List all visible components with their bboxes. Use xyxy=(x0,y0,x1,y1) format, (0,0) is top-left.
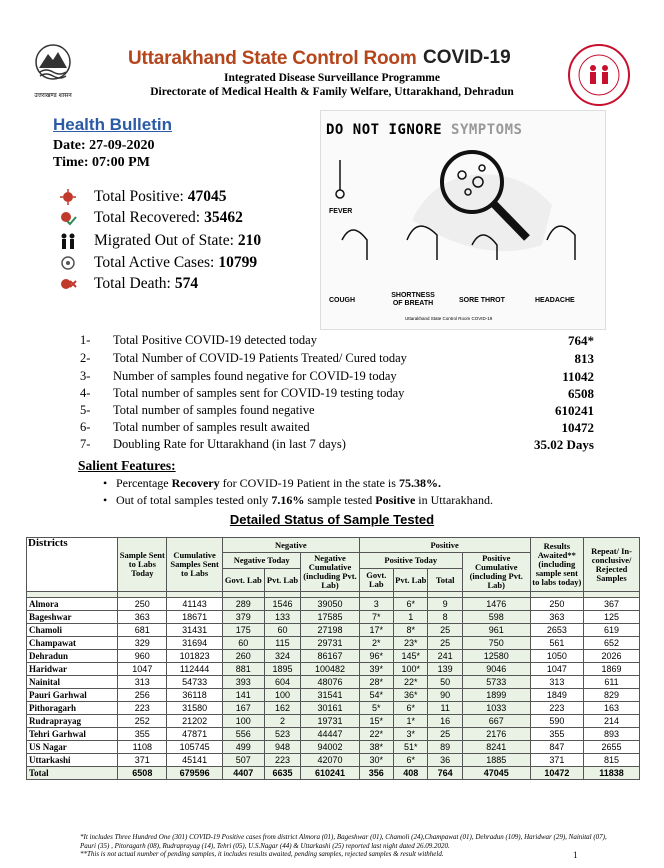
table-cell: 250 xyxy=(118,598,167,611)
summary-row-7: 7- Doubling Rate for Uttarakhand (in last 7 days) 35.02 Days xyxy=(80,437,594,452)
total-cell: 47045 xyxy=(462,767,530,780)
table-cell: 1108 xyxy=(118,741,167,754)
table-cell: 363 xyxy=(530,611,583,624)
table-cell: 30161 xyxy=(301,702,359,715)
table-cell: 31694 xyxy=(167,637,223,650)
table-cell: 8* xyxy=(394,624,428,637)
table-cell: 54733 xyxy=(167,676,223,689)
col-neg-pvt: Pvt. Lab xyxy=(264,569,301,592)
table-cell: 42070 xyxy=(301,754,359,767)
emblem-caption: उत्तराखण्ड शासन xyxy=(34,92,72,99)
summary-row-1: 1- Total Positive COVID-19 detected today 764* xyxy=(80,333,594,348)
table-row xyxy=(27,650,640,663)
table-cell: 11 xyxy=(428,702,462,715)
table-cell: 324 xyxy=(264,650,301,663)
col-pos-govt: Govt. Lab xyxy=(359,569,393,592)
table-cell: 36* xyxy=(394,689,428,702)
symptoms-heading: DO NOT IGNORE SYMPTOMS xyxy=(326,122,523,138)
stat-total-recovered: Total Recovered: 35462 xyxy=(58,209,243,227)
table-cell: 7* xyxy=(359,611,393,624)
active-icon xyxy=(58,254,80,272)
table-cell: 31541 xyxy=(301,689,359,702)
col-pos-total: Total xyxy=(428,569,462,592)
table-cell: 22* xyxy=(394,676,428,689)
table-cell: 1546 xyxy=(264,598,301,611)
table-row xyxy=(27,754,640,767)
table-cell: 145* xyxy=(394,650,428,663)
col-cumulative-sent: Cumulative Samples Sent to Labs xyxy=(167,538,223,592)
table-cell: 31580 xyxy=(167,702,223,715)
table-cell: 371 xyxy=(118,754,167,767)
table-cell: 1 xyxy=(394,611,428,624)
col-repeat: Repeat/ In-conclusive/ Rejected Samples xyxy=(584,538,640,592)
table-cell: 371 xyxy=(530,754,583,767)
table-total-row xyxy=(27,767,640,780)
salient-bullet-positivity: • Out of total samples tested only 7.16% sample tested Positive in Uttarakhand. xyxy=(116,493,493,508)
district-name: US Nagar xyxy=(27,741,118,754)
table-cell: 12580 xyxy=(462,650,530,663)
table-cell: 60 xyxy=(264,624,301,637)
table-cell: 5733 xyxy=(462,676,530,689)
table-cell: 2176 xyxy=(462,728,530,741)
table-row xyxy=(27,624,640,637)
table-cell: 1869 xyxy=(584,663,640,676)
total-cell: 4407 xyxy=(223,767,265,780)
table-cell: 590 xyxy=(530,715,583,728)
total-cell: 10472 xyxy=(530,767,583,780)
table-row xyxy=(27,702,640,715)
table-cell: 6* xyxy=(394,754,428,767)
table-cell: 36118 xyxy=(167,689,223,702)
table-cell: 961 xyxy=(462,624,530,637)
table-cell: 30* xyxy=(359,754,393,767)
table-cell: 815 xyxy=(584,754,640,767)
table-cell: 3* xyxy=(394,728,428,741)
table-cell: 9046 xyxy=(462,663,530,676)
bulletin-time: Time: 07:00 PM xyxy=(53,155,150,170)
footnotes xyxy=(80,833,620,859)
table-cell: 167 xyxy=(223,702,265,715)
covid-mark: COVID-19 xyxy=(423,47,511,68)
district-name: Dehradun xyxy=(27,650,118,663)
table-cell: 139 xyxy=(428,663,462,676)
total-cell: 610241 xyxy=(301,767,359,780)
table-cell: 141 xyxy=(223,689,265,702)
footnote-2: **This is not actual number of pending samples, it includes results awaited, pending samples, rejected samples & result withheld. xyxy=(80,850,444,858)
table-cell: 289 xyxy=(223,598,265,611)
table-cell: 100482 xyxy=(301,663,359,676)
symptom-fever: FEVER xyxy=(329,208,353,215)
salient-bullet-recovery: • Percentage Recovery for COVID-19 Patient in the state is 75.38%. xyxy=(116,476,441,491)
table-cell: 9 xyxy=(428,598,462,611)
table-cell: 23* xyxy=(394,637,428,650)
table-cell: 2026 xyxy=(584,650,640,663)
table-cell: 101823 xyxy=(167,650,223,663)
virus-icon xyxy=(58,188,80,206)
table-cell: 39050 xyxy=(301,598,359,611)
summary-row-3: 3- Number of samples found negative for COVID-19 today 11042 xyxy=(80,369,594,384)
table-cell: 241 xyxy=(428,650,462,663)
col-positive-cumulative: Positive Cumulative (including Pvt. Lab) xyxy=(462,553,530,592)
health-bulletin-title: Health Bulletin xyxy=(53,115,173,134)
table-cell: 2653 xyxy=(530,624,583,637)
table-cell: 94002 xyxy=(301,741,359,754)
table-cell: 54* xyxy=(359,689,393,702)
table-row xyxy=(27,728,640,741)
table-cell: 39* xyxy=(359,663,393,676)
table-cell: 1050 xyxy=(530,650,583,663)
table-cell: 893 xyxy=(584,728,640,741)
table-cell: 5* xyxy=(359,702,393,715)
table-cell: 45141 xyxy=(167,754,223,767)
col-pos-pvt: Pvt. Lab xyxy=(394,569,428,592)
district-status-table xyxy=(26,537,640,780)
table-cell: 829 xyxy=(584,689,640,702)
table-row xyxy=(27,689,640,702)
summary-row-6: 6- Total number of samples result awaited 10472 xyxy=(80,420,594,435)
table-cell: 619 xyxy=(584,624,640,637)
table-cell: 41143 xyxy=(167,598,223,611)
table-cell: 611 xyxy=(584,676,640,689)
table-cell: 25 xyxy=(428,728,462,741)
table-cell: 3 xyxy=(359,598,393,611)
table-cell: 31431 xyxy=(167,624,223,637)
district-name: Nainital xyxy=(27,676,118,689)
nhm-logo xyxy=(566,42,632,108)
table-cell: 22* xyxy=(359,728,393,741)
col-negative-cumulative: Negative Cumulative (including Pvt. Lab) xyxy=(301,553,359,592)
table-cell: 175 xyxy=(223,624,265,637)
table-cell: 355 xyxy=(118,728,167,741)
table-cell: 6* xyxy=(394,598,428,611)
table-cell: 25 xyxy=(428,637,462,650)
table-cell: 100 xyxy=(223,715,265,728)
table-cell: 1* xyxy=(394,715,428,728)
table-row xyxy=(27,637,640,650)
table-row xyxy=(27,598,640,611)
table-row xyxy=(27,663,640,676)
district-name: Champawat xyxy=(27,637,118,650)
table-cell: 948 xyxy=(264,741,301,754)
table-cell: 38* xyxy=(359,741,393,754)
table-cell: 329 xyxy=(118,637,167,650)
table-cell: 8 xyxy=(428,611,462,624)
district-name: Chamoli xyxy=(27,624,118,637)
col-positive-today: Positive Today xyxy=(359,553,462,569)
stat-active-cases: Total Active Cases: 10799 xyxy=(58,254,257,272)
table-cell: 252 xyxy=(118,715,167,728)
table-cell: 8241 xyxy=(462,741,530,754)
col-sent-today: Sample Sent to Labs Today xyxy=(118,538,167,592)
table-cell: 250 xyxy=(530,598,583,611)
table-cell: 100 xyxy=(264,689,301,702)
district-name: Uttarkashi xyxy=(27,754,118,767)
table-cell: 105745 xyxy=(167,741,223,754)
table-cell: 260 xyxy=(223,650,265,663)
table-cell: 2655 xyxy=(584,741,640,754)
table-cell: 598 xyxy=(462,611,530,624)
table-cell: 499 xyxy=(223,741,265,754)
table-cell: 89 xyxy=(428,741,462,754)
table-cell: 556 xyxy=(223,728,265,741)
table-cell: 313 xyxy=(530,676,583,689)
total-cell: 764 xyxy=(428,767,462,780)
table-cell: 1047 xyxy=(118,663,167,676)
table-cell: 112444 xyxy=(167,663,223,676)
table-title: Detailed Status of Sample Tested xyxy=(229,512,435,527)
table-cell: 162 xyxy=(264,702,301,715)
table-row xyxy=(27,715,640,728)
death-icon xyxy=(58,275,80,293)
table-cell: 96* xyxy=(359,650,393,663)
table-cell: 18671 xyxy=(167,611,223,624)
table-cell: 36 xyxy=(428,754,462,767)
table-cell: 1033 xyxy=(462,702,530,715)
table-cell: 367 xyxy=(584,598,640,611)
symptoms-credit: Uttarakhand State Control Room COVID-19 xyxy=(405,316,493,321)
table-cell: 125 xyxy=(584,611,640,624)
table-cell: 652 xyxy=(584,637,640,650)
table-cell: 19731 xyxy=(301,715,359,728)
header-subtitle-1: Integrated Disease Surveillance Programme xyxy=(223,72,440,84)
symptom-shortness-of-breath: SHORTNESS OF BREATH xyxy=(391,292,435,307)
table-cell: 960 xyxy=(118,650,167,663)
table-cell: 48076 xyxy=(301,676,359,689)
table-cell: 561 xyxy=(530,637,583,650)
table-cell: 6* xyxy=(394,702,428,715)
table-cell: 100* xyxy=(394,663,428,676)
total-cell: 11838 xyxy=(584,767,640,780)
table-row xyxy=(27,676,640,689)
table-row xyxy=(27,611,640,624)
table-cell: 507 xyxy=(223,754,265,767)
stat-total-positive: Total Positive: 47045 xyxy=(58,188,227,206)
col-negative-today: Negative Today xyxy=(223,553,301,569)
district-name: Almora xyxy=(27,598,118,611)
table-cell: 60 xyxy=(223,637,265,650)
table-cell: 393 xyxy=(223,676,265,689)
symptom-cough: COUGH xyxy=(329,297,356,304)
col-neg-govt: Govt. Lab xyxy=(223,569,265,592)
summary-row-4: 4- Total number of samples sent for COVID-19 testing today 6508 xyxy=(80,386,594,401)
table-cell: 667 xyxy=(462,715,530,728)
table-cell: 25 xyxy=(428,624,462,637)
footnote-1: *It includes Three Hundred One (301) COVID-19 Positive cases from district Almora (01), Bageshwar (01), Chamoli (24),Champawat (01), Dehradun (109), Haridwar (29), Nainital (07), Pauri (35) , Pitoragarh (08), Rudraprayag (14), Tehri (05), U.S.Nagar (44) & Uttarkashi (25) reported last night dated 26.09.2020. xyxy=(80,833,607,850)
symptom-headache: HEADACHE xyxy=(535,297,575,304)
table-cell: 681 xyxy=(118,624,167,637)
stat-migrated: Migrated Out of State: 210 xyxy=(58,232,261,250)
table-cell: 881 xyxy=(223,663,265,676)
district-name: Bageshwar xyxy=(27,611,118,624)
table-cell: 47871 xyxy=(167,728,223,741)
table-cell: 51* xyxy=(394,741,428,754)
district-name: Pauri Garhwal xyxy=(27,689,118,702)
symptoms-illustration xyxy=(322,140,602,290)
symptom-sore-throat: SORE THROT xyxy=(459,297,505,304)
table-cell: 1899 xyxy=(462,689,530,702)
table-cell: 750 xyxy=(462,637,530,650)
district-name: Pithoragarh xyxy=(27,702,118,715)
salient-features-title: Salient Features: xyxy=(78,458,176,473)
header-subtitle-2: Directorate of Medical Health & Family Welfare, Uttarakhand, Dehradun xyxy=(150,86,514,98)
total-cell: 356 xyxy=(359,767,393,780)
col-districts: Districts xyxy=(27,538,118,592)
table-cell: 86167 xyxy=(301,650,359,663)
total-cell: 6508 xyxy=(118,767,167,780)
table-cell: 1885 xyxy=(462,754,530,767)
bulletin-date: Date: 27-09-2020 xyxy=(53,138,155,153)
table-cell: 223 xyxy=(118,702,167,715)
col-negative: Negative xyxy=(223,538,360,553)
district-name: Rudraprayag xyxy=(27,715,118,728)
table-cell: 1476 xyxy=(462,598,530,611)
table-cell: 604 xyxy=(264,676,301,689)
col-positive: Positive xyxy=(359,538,530,553)
table-cell: 29731 xyxy=(301,637,359,650)
total-label: Total xyxy=(27,767,118,780)
total-cell: 679596 xyxy=(167,767,223,780)
table-cell: 133 xyxy=(264,611,301,624)
table-cell: 90 xyxy=(428,689,462,702)
summary-row-5: 5- Total number of samples found negative 610241 xyxy=(80,403,594,418)
migrated-icon xyxy=(58,232,80,250)
table-cell: 847 xyxy=(530,741,583,754)
table-row xyxy=(27,741,640,754)
table-cell: 313 xyxy=(118,676,167,689)
recovered-icon xyxy=(58,209,80,227)
total-cell: 408 xyxy=(394,767,428,780)
table-cell: 256 xyxy=(118,689,167,702)
table-cell: 223 xyxy=(530,702,583,715)
district-name: Tehri Garhwal xyxy=(27,728,118,741)
total-cell: 6635 xyxy=(264,767,301,780)
summary-row-2: 2- Total Number of COVID-19 Patients Treated/ Cured today 813 xyxy=(80,351,594,366)
table-cell: 17* xyxy=(359,624,393,637)
table-cell: 21202 xyxy=(167,715,223,728)
table-cell: 15* xyxy=(359,715,393,728)
table-cell: 28* xyxy=(359,676,393,689)
col-results-awaited: Results Awaited** (including sample sent to labs today) xyxy=(530,538,583,592)
table-cell: 363 xyxy=(118,611,167,624)
page-number: 1 xyxy=(573,850,578,860)
table-cell: 163 xyxy=(584,702,640,715)
table-cell: 2* xyxy=(359,637,393,650)
table-cell: 2 xyxy=(264,715,301,728)
table-cell: 17585 xyxy=(301,611,359,624)
table-cell: 16 xyxy=(428,715,462,728)
table-cell: 115 xyxy=(264,637,301,650)
table-cell: 1047 xyxy=(530,663,583,676)
table-cell: 50 xyxy=(428,676,462,689)
table-cell: 379 xyxy=(223,611,265,624)
table-cell: 214 xyxy=(584,715,640,728)
table-cell: 1849 xyxy=(530,689,583,702)
district-name: Haridwar xyxy=(27,663,118,676)
table-cell: 1895 xyxy=(264,663,301,676)
stat-total-death: Total Death: 574 xyxy=(58,275,198,293)
table-cell: 523 xyxy=(264,728,301,741)
table-cell: 27198 xyxy=(301,624,359,637)
table-cell: 355 xyxy=(530,728,583,741)
table-cell: 223 xyxy=(264,754,301,767)
table-cell: 44447 xyxy=(301,728,359,741)
header-title: Uttarakhand State Control Room xyxy=(128,48,417,69)
